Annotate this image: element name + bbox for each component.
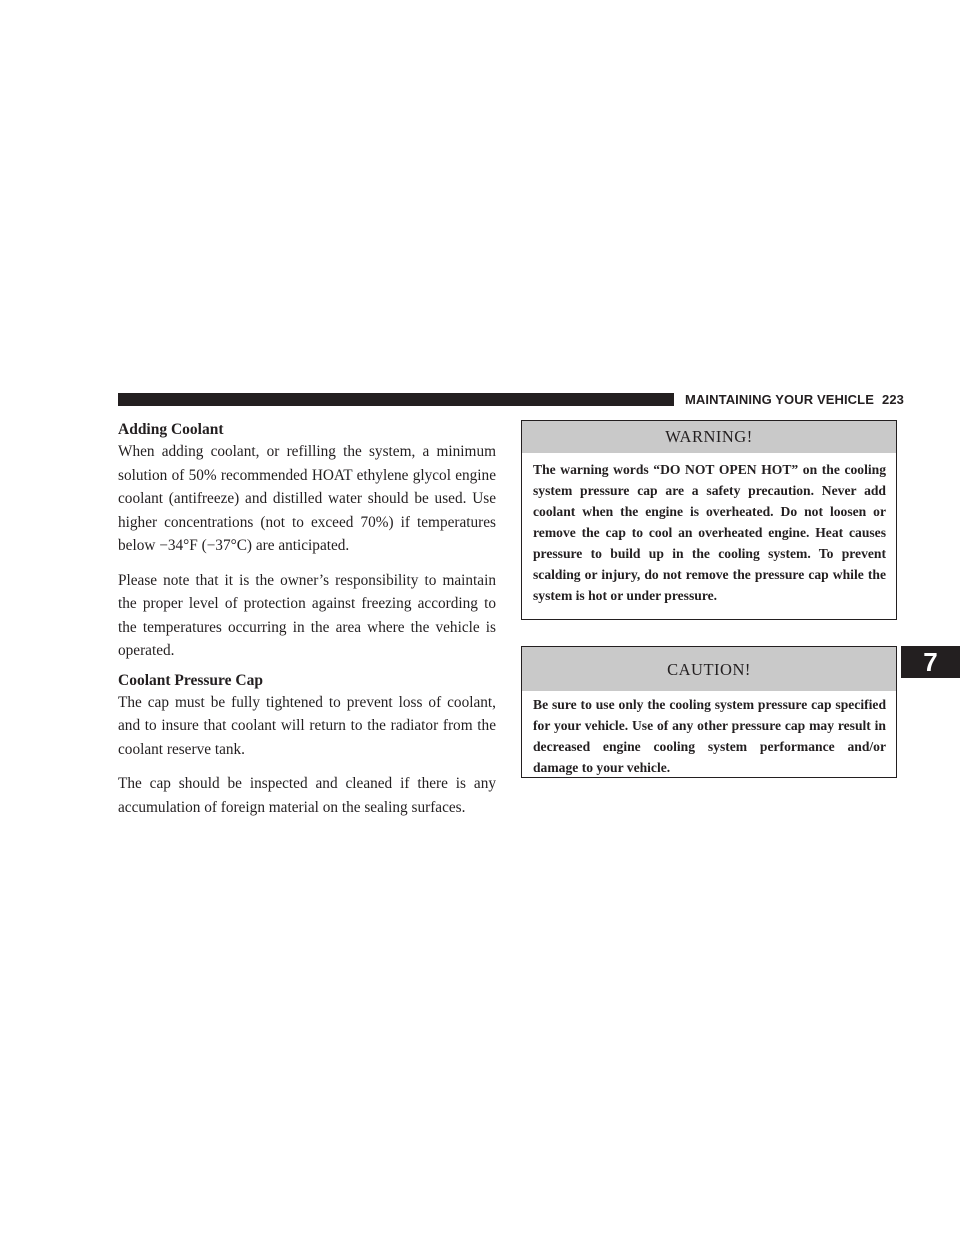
section-title: MAINTAINING YOUR VEHICLE <box>685 392 874 407</box>
caution-body: Be sure to use only the cooling system pressure cap specified for your vehicle. Use of any other pressure cap may result in decreased engine cooling system performance and/or damage to your vehicle. <box>533 697 886 775</box>
chapter-tab: 7 <box>901 646 960 678</box>
page-number: 223 <box>881 392 904 407</box>
paragraph-coolant-solution: When adding coolant, or refilling the system, a minimum solution of 50% recommended HOAT ethylene glycol engine coolant (antifreeze) and distilled water should be used. Use higher concentrations (not to exceed 70%) if temperatures below −34°F (−37°C) are anticipated. <box>118 443 496 554</box>
caution-box <box>521 646 897 778</box>
warning-title: WARNING! <box>522 421 896 453</box>
heading-coolant-pressure-cap: Coolant Pressure Cap <box>118 671 263 689</box>
left-column <box>118 420 496 830</box>
heading-adding-coolant: Adding Coolant <box>118 421 224 438</box>
running-header <box>685 392 904 407</box>
paragraph-cap-inspected: The cap should be inspected and cleaned if there is any accumulation of foreign material on the sealing surfaces. <box>118 775 496 816</box>
warning-box <box>521 420 897 620</box>
paragraph-owner-responsibility: Please note that it is the owner’s responsibility to maintain the proper level of protection against freezing according to the temperatures occurring in the area where the vehicle is operated. <box>118 571 496 659</box>
caution-title: CAUTION! <box>522 647 896 691</box>
header-rule <box>118 393 674 406</box>
warning-body: The warning words “DO NOT OPEN HOT” on the cooling system pressure cap are a safety precaution. Never add coolant when the engine is overheated. Do not loosen or remove the cap to cool an overheated engine. Heat causes pressure to build up in the cooling system. To prevent scalding or injury, do not remove the pressure cap while the system is hot or under pressure. <box>533 462 886 603</box>
paragraph-cap-tightened: The cap must be fully tightened to prevent loss of coolant, and to insure that coolant will return to the radiator from the coolant reserve tank. <box>118 693 496 758</box>
